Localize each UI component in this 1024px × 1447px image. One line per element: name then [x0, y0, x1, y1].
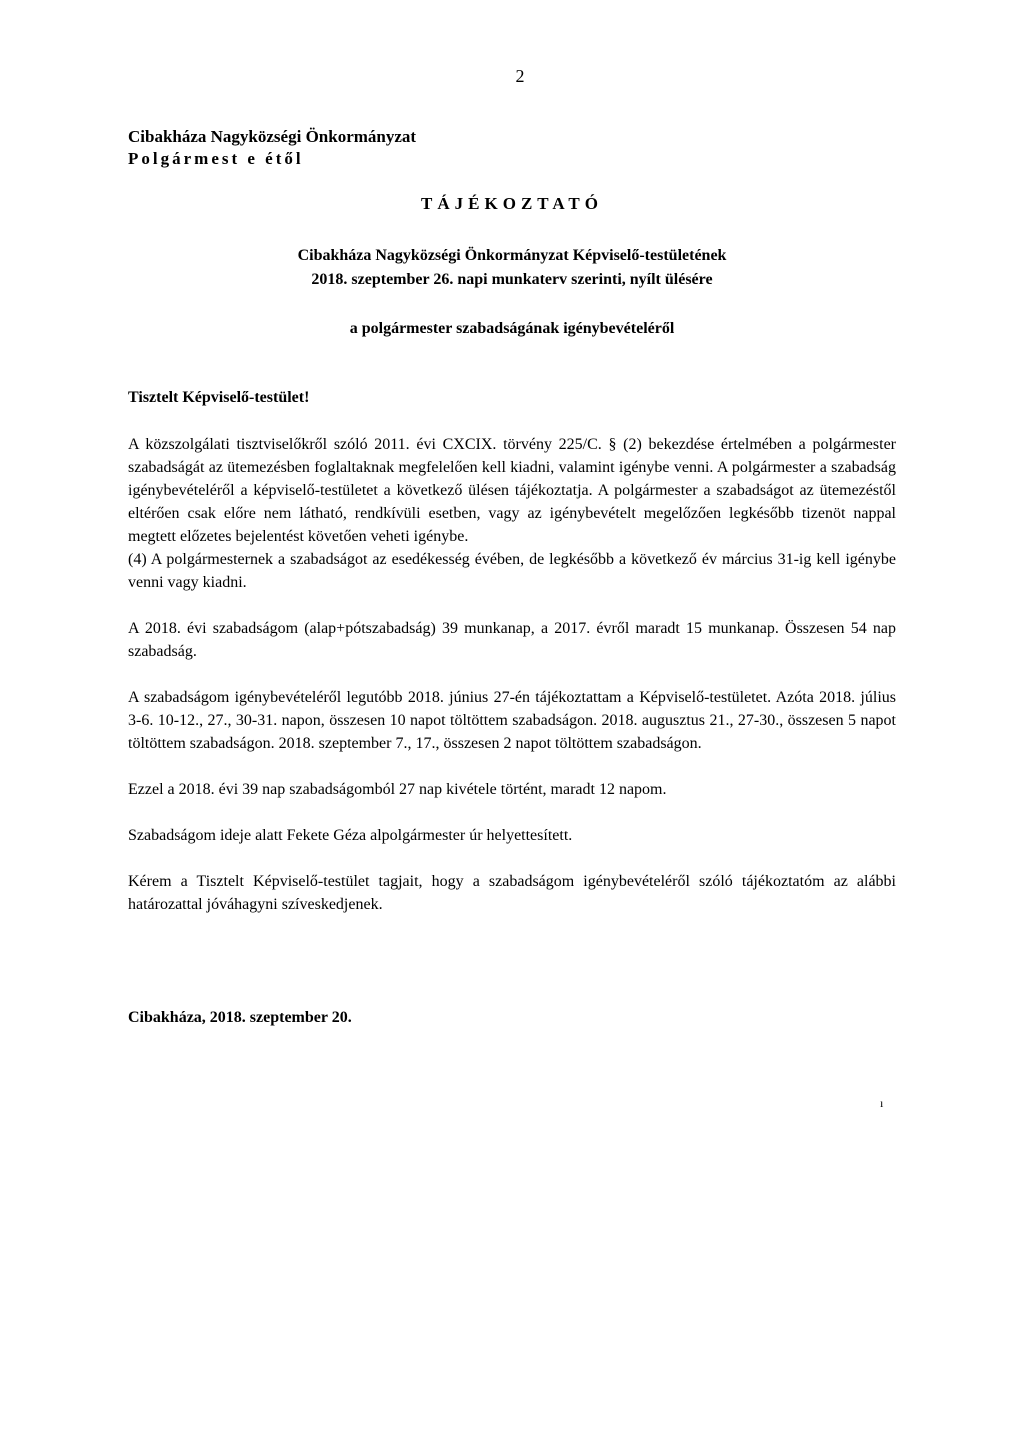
place-and-date: Cibakháza, 2018. szeptember 20.	[128, 1009, 352, 1026]
paragraph-annual-leave: A 2018. évi szabadságom (alap+pótszabadság) 39 munkanap, a 2017. évről maradt 15 munkanap. Összesen 54 nap szabadság.	[128, 620, 896, 660]
document-body	[128, 433, 896, 916]
salutation: Tisztelt Képviselő-testület!	[128, 389, 310, 406]
paragraph-request: Kérem a Tisztelt Képviselő-testület tagjait, hogy a szabadságom igénybevételéről szóló tájékoztatóm az alábbi határozattal jóváhagyni szíveskedjenek.	[128, 873, 896, 913]
paragraph-remaining: Ezzel a 2018. évi 39 nap szabadságomból 27 nap kivétele történt, maradt 12 napom.	[128, 781, 667, 798]
paragraph-deadline: (4) A polgármesternek a szabadságot az esedékesség évében, de legkésőbb a következő év március 31-ig kell igénybe venni vagy kiadni.	[128, 551, 896, 591]
page-number: 2	[515, 66, 525, 86]
sender-organization: Cibakháza Nagyközségi Önkormányzat	[128, 127, 417, 146]
document-title: TÁJÉKOZTATÓ	[421, 194, 603, 213]
document-topic: a polgármester szabadságának igénybevételéről	[349, 320, 675, 337]
paragraph-legal-basis: A közszolgálati tisztviselőkről szóló 2011. évi CXCIX. törvény 225/C. § (2) bekezdése értelmében a polgármester szabadságát az ütemezésben foglaltaknak megfelelően kell kiadni, valamint igénybe venni. A polgármester a szabadság igénybevételéről a képviselő-testületet a következő ülésen tájékoztatja. A polgármester a szabadságot az ütemezéstől eltérően csak előre nem látható, rendkívüli esetben, vagy az igénybevételt megelőzően legkésőbb tizenöt nappal megtett előzetes bejelentést követően veheti igénybe.	[128, 436, 896, 545]
sender-block	[128, 126, 416, 170]
paragraph-leave-taken: A szabadságom igénybevételéről legutóbb 2018. június 27-én tájékoztattam a Képviselő-testületet. Azóta 2018. július 3-6. 10-12., 27., 30-31. napon, összesen 10 napot töltöttem szabadságon. 2018. augusztus 21., 27-30., összesen 5 napot töltöttem szabadságon. 2018. szeptember 7., 17., összesen 2 napot töltöttem szabadságon.	[128, 689, 896, 752]
sender-office: Polgármest e étől	[128, 149, 304, 168]
subtitle-line-1: Cibakháza Nagyközségi Önkormányzat Képviselő-testületének	[297, 247, 727, 264]
paragraph-deputy: Szabadságom ideje alatt Fekete Géza alpolgármester úr helyettesített.	[128, 827, 573, 844]
subtitle-line-2: 2018. szeptember 26. napi munkaterv szerinti, nyílt ülésére	[311, 271, 713, 288]
corner-mark: ı	[880, 1096, 884, 1110]
document-subtitle	[0, 244, 1024, 292]
